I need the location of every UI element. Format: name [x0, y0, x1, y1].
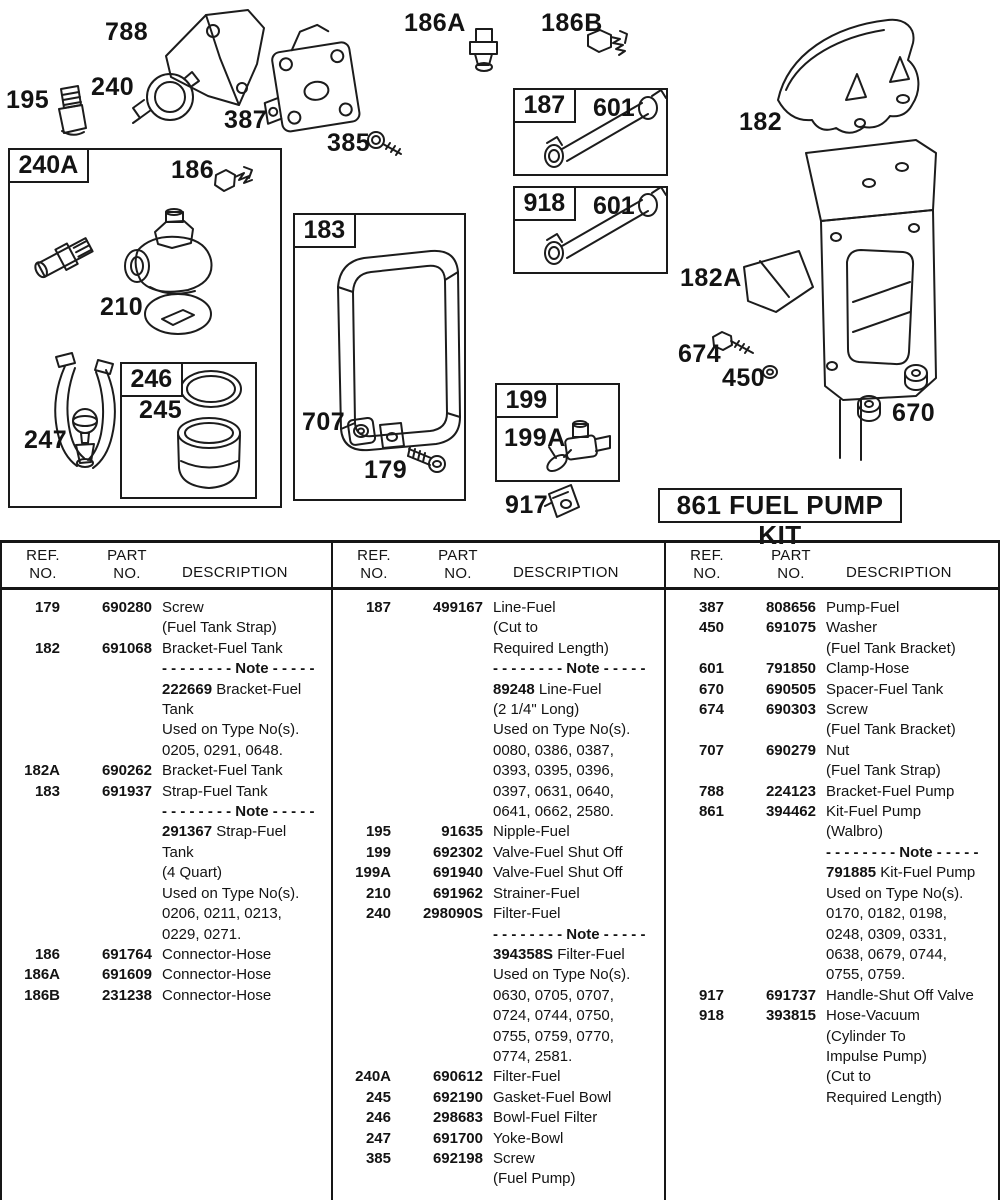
fuel-pump-kit-title: 861 FUEL PUMP KIT — [676, 490, 884, 550]
description — [483, 822, 664, 842]
callout-788: 788 — [105, 18, 149, 46]
ref-no: 199A — [355, 864, 391, 882]
parts-rows-3 — [666, 590, 998, 1108]
part-row-247 — [333, 1129, 664, 1149]
ref-no: 187 — [365, 599, 391, 616]
desc-line: 0229, 0271. — [162, 925, 242, 943]
parts-column-3 — [666, 543, 1000, 1200]
part-row-918 — [666, 1006, 998, 1108]
part-no-header: PART NO. — [107, 547, 147, 582]
part-no: 691737 — [765, 986, 816, 1004]
desc-line: Connector-Hose — [162, 945, 272, 963]
box-label-183: 183 — [293, 213, 357, 248]
part-row-187 — [333, 598, 664, 822]
desc-line: 0641, 0662, 2580. — [493, 803, 614, 821]
part-no: 691764 — [101, 945, 152, 963]
part-no: 690279 — [765, 741, 816, 759]
ref-no-header: REF. NO. — [357, 547, 391, 582]
part-no: 692190 — [432, 1088, 483, 1106]
desc-line: (4 Quart) — [162, 864, 223, 882]
desc-line: (Fuel Tank Strap) — [162, 619, 277, 637]
part-row-179 — [2, 598, 331, 639]
description — [152, 782, 331, 945]
desc-line: Clamp-Hose — [826, 660, 910, 678]
desc-line: Nipple-Fuel — [493, 823, 570, 841]
callout-917: 917 — [505, 491, 549, 519]
desc-line: 0205, 0291, 0648. — [162, 741, 283, 759]
callout-182: 182 — [739, 108, 783, 136]
part-no: 692302 — [432, 843, 483, 861]
desc-line: (Fuel Tank Strap) — [826, 762, 941, 780]
desc-line: 291367 Strap-Fuel — [162, 823, 287, 841]
callout-186A: 186A — [404, 9, 466, 37]
desc-line: 0755, 0759. — [826, 966, 906, 984]
ref-no: 199 — [365, 843, 391, 861]
desc-line: Pump-Fuel — [826, 599, 900, 616]
part-no: 690262 — [101, 762, 152, 780]
parts-rows-1 — [2, 590, 331, 1006]
bracket-fuel-tank-182-drawing — [778, 20, 918, 133]
box-label-240A: 240A — [8, 148, 90, 183]
callout-182A: 182A — [680, 264, 742, 292]
part-row-450 — [666, 618, 998, 659]
column-1-header — [2, 543, 331, 590]
description — [152, 639, 331, 761]
part-row-240A — [333, 1067, 664, 1087]
parts-rows-2 — [333, 590, 664, 1190]
ref-no: 788 — [698, 782, 724, 800]
desc-line: 0774, 2581. — [493, 1047, 573, 1065]
desc-line: 0206, 0211, 0213, — [162, 905, 282, 923]
desc-line: Handle-Shut Off Valve — [826, 986, 974, 1004]
ref-no-header: REF. NO. — [690, 547, 724, 582]
part-no: 499167 — [432, 599, 483, 616]
part-no: 91635 — [441, 823, 483, 841]
part-no: 690280 — [101, 599, 152, 616]
ref-no: 707 — [698, 741, 724, 759]
description — [483, 598, 664, 822]
desc-line: Strainer-Fuel — [493, 884, 580, 902]
ref-no: 182A — [24, 762, 60, 780]
desc-line: Valve-Fuel Shut Off — [493, 864, 623, 882]
part-no: 298090S — [422, 905, 483, 923]
ref-no: 601 — [698, 660, 724, 678]
desc-line: 89248 Line-Fuel — [493, 680, 602, 698]
diagram — [0, 0, 1000, 550]
desc-line: 0638, 0679, 0744, — [826, 945, 947, 963]
desc-line: Screw — [493, 1149, 535, 1167]
part-row-183 — [2, 782, 331, 945]
desc-line: Spacer-Fuel Tank — [826, 680, 944, 698]
desc-line: Yoke-Bowl — [493, 1129, 564, 1147]
box-label-601: 601 — [593, 192, 635, 220]
description — [816, 618, 998, 659]
part-no: 690303 — [765, 701, 816, 719]
part-row-240 — [333, 904, 664, 1067]
part-no: 791850 — [765, 660, 816, 678]
desc-line: Connector-Hose — [162, 966, 272, 984]
ref-no: 179 — [34, 599, 60, 616]
column-3-header — [666, 543, 998, 590]
desc-line: Bracket-Fuel Tank — [162, 762, 283, 780]
part-no: 298683 — [432, 1109, 483, 1127]
desc-line: 0755, 0759, 0770, — [493, 1027, 614, 1045]
description — [483, 1129, 664, 1149]
ref-no: 186A — [24, 966, 60, 984]
connector-hose-186A-drawing — [470, 29, 497, 71]
callout-179: 179 — [364, 456, 408, 484]
description — [483, 843, 664, 863]
ref-no: 246 — [365, 1109, 391, 1127]
part-row-788 — [666, 782, 998, 802]
part-no: 691940 — [432, 864, 483, 882]
description — [816, 700, 998, 741]
desc-line: Used on Type No(s). — [493, 721, 631, 739]
desc-line: Filter-Fuel — [493, 1068, 561, 1086]
description-header: DESCRIPTION — [846, 564, 952, 581]
part-row-186 — [2, 945, 331, 965]
desc-line: Nut — [826, 741, 850, 759]
parts-table — [0, 540, 1000, 1200]
desc-line: Screw — [162, 599, 204, 616]
description — [483, 1149, 664, 1190]
callout-670: 670 — [892, 399, 936, 427]
description — [816, 986, 998, 1006]
part-row-245 — [333, 1088, 664, 1108]
box-187 — [513, 88, 668, 176]
description — [152, 598, 331, 639]
description — [152, 986, 331, 1006]
desc-line: Hose-Vacuum — [826, 1007, 920, 1025]
handle-shut-off-valve-917-drawing — [545, 485, 579, 517]
part-no: 691075 — [765, 619, 816, 637]
desc-line: 222669 Bracket-Fuel — [162, 680, 302, 698]
ref-no: 450 — [698, 619, 724, 637]
callout-245: 245 — [139, 396, 183, 424]
callout-385: 385 — [327, 129, 371, 157]
part-no-header: PART NO. — [438, 547, 478, 582]
desc-line: - - - - - - - - Note - - - - - — [162, 803, 315, 821]
desc-line: Impulse Pump) — [826, 1047, 927, 1065]
box-label-246: 246 — [120, 362, 184, 397]
desc-line: Used on Type No(s). — [493, 966, 631, 984]
box-label-187: 187 — [513, 88, 577, 123]
part-row-199 — [333, 843, 664, 863]
ref-no: 183 — [34, 782, 60, 800]
callout-707: 707 — [302, 408, 346, 436]
callout-387: 387 — [224, 106, 268, 134]
desc-line: 0248, 0309, 0331, — [826, 925, 947, 943]
box-label-601: 601 — [593, 94, 635, 122]
part-row-182A — [2, 761, 331, 781]
column-2-header — [333, 543, 664, 590]
description — [483, 1067, 664, 1087]
desc-line: Used on Type No(s). — [162, 884, 300, 902]
desc-line: Connector-Hose — [162, 986, 272, 1004]
desc-line: Bowl-Fuel Filter — [493, 1109, 598, 1127]
description-header: DESCRIPTION — [513, 564, 619, 581]
part-row-670 — [666, 680, 998, 700]
callout-195: 195 — [6, 86, 50, 114]
desc-line: 0080, 0386, 0387, — [493, 741, 614, 759]
ref-no: 674 — [698, 701, 724, 719]
desc-line: Kit-Fuel Pump — [826, 803, 922, 821]
desc-line: 0393, 0395, 0396, — [493, 762, 614, 780]
desc-line: 394358S Filter-Fuel — [493, 945, 625, 963]
description — [816, 659, 998, 679]
part-no: 690612 — [432, 1068, 483, 1086]
part-row-674 — [666, 700, 998, 741]
ref-no: 918 — [698, 1007, 724, 1025]
part-row-385 — [333, 1149, 664, 1190]
box-label-199: 199 — [495, 383, 559, 418]
desc-line: 791885 Kit-Fuel Pump — [826, 864, 976, 882]
callout-247: 247 — [24, 426, 68, 454]
ref-no: 195 — [365, 823, 391, 841]
part-no: 690505 — [765, 680, 816, 698]
desc-line: - - - - - - - - Note - - - - - — [162, 660, 315, 678]
box-label-918: 918 — [513, 186, 577, 221]
desc-line: Line-Fuel — [493, 599, 556, 616]
ref-no-header: REF. NO. — [26, 547, 60, 582]
part-no: 691609 — [101, 966, 152, 984]
part-row-182 — [2, 639, 331, 761]
desc-line: Valve-Fuel Shut Off — [493, 843, 623, 861]
part-row-210 — [333, 884, 664, 904]
ref-no: 240A — [355, 1068, 391, 1086]
ref-no: 186B — [24, 986, 60, 1004]
desc-line: (2 1/4" Long) — [493, 701, 580, 719]
box-918 — [513, 186, 668, 274]
description — [816, 1006, 998, 1108]
nipple-fuel-195-drawing — [59, 86, 86, 135]
desc-line: Required Length) — [493, 639, 609, 657]
part-row-195 — [333, 822, 664, 842]
callout-186B: 186B — [541, 9, 603, 37]
desc-line: (Fuel Tank Bracket) — [826, 639, 956, 657]
callout-240: 240 — [91, 73, 135, 101]
parts-column-1 — [0, 543, 333, 1200]
ref-no: 182 — [34, 639, 60, 657]
part-row-707 — [666, 741, 998, 782]
part-no: 394462 — [765, 803, 816, 821]
desc-line: Filter-Fuel — [493, 905, 561, 923]
description — [816, 598, 998, 618]
desc-line: - - - - - - - - Note - - - - - — [493, 925, 646, 943]
part-no: 393815 — [765, 1007, 816, 1025]
desc-line: (Fuel Pump) — [493, 1170, 576, 1188]
desc-line: - - - - - - - - Note - - - - - — [826, 843, 979, 861]
part-row-186A — [2, 965, 331, 985]
pump-fuel-387-drawing — [254, 21, 361, 135]
callout-199A: 199A — [504, 424, 566, 452]
screw-385-drawing — [368, 132, 401, 155]
desc-line: Tank — [162, 843, 194, 861]
callout-450: 450 — [722, 364, 766, 392]
callout-674: 674 — [678, 340, 722, 368]
desc-line: Used on Type No(s). — [826, 884, 964, 902]
callout-210: 210 — [100, 293, 144, 321]
part-row-186B — [2, 986, 331, 1006]
desc-line: 0170, 0182, 0198, — [826, 905, 947, 923]
part-no: 691068 — [101, 639, 152, 657]
ref-no: 245 — [365, 1088, 391, 1106]
callout-186: 186 — [171, 156, 215, 184]
desc-line: Screw — [826, 701, 868, 719]
description — [816, 680, 998, 700]
desc-line: Required Length) — [826, 1088, 942, 1106]
part-no: 692198 — [432, 1149, 483, 1167]
description — [816, 741, 998, 782]
ref-no: 917 — [698, 986, 724, 1004]
ref-no: 387 — [698, 599, 724, 616]
desc-line: (Cut to — [826, 1068, 872, 1086]
desc-line: (Cut to — [493, 619, 539, 637]
desc-line: (Cylinder To — [826, 1027, 906, 1045]
description — [816, 782, 998, 802]
description — [483, 1088, 664, 1108]
description — [483, 1108, 664, 1128]
desc-line: (Fuel Tank Bracket) — [826, 721, 956, 739]
part-row-601 — [666, 659, 998, 679]
part-no: 691962 — [432, 884, 483, 902]
parts-column-2 — [333, 543, 666, 1200]
ref-no: 240 — [365, 905, 391, 923]
description-header: DESCRIPTION — [182, 564, 288, 581]
bracket-fuel-pump-788-drawing — [166, 10, 264, 105]
desc-line: 0724, 0744, 0750, — [493, 1007, 614, 1025]
part-no: 808656 — [765, 599, 816, 616]
ref-no: 385 — [365, 1149, 391, 1167]
part-row-199A — [333, 863, 664, 883]
part-row-917 — [666, 986, 998, 1006]
part-no: 224123 — [765, 782, 816, 800]
description — [816, 802, 998, 986]
desc-line: Used on Type No(s). — [162, 721, 300, 739]
ref-no: 210 — [365, 884, 391, 902]
description — [483, 904, 664, 1067]
ref-no: 861 — [698, 803, 724, 821]
desc-line: - - - - - - - - Note - - - - - — [493, 660, 646, 678]
description — [152, 761, 331, 781]
ref-no: 247 — [365, 1129, 391, 1147]
desc-line: Washer — [826, 619, 878, 637]
desc-line: 0630, 0705, 0707, — [493, 986, 614, 1004]
desc-line: 0397, 0631, 0640, — [493, 782, 614, 800]
filter-fuel-240-drawing — [133, 72, 199, 123]
part-no: 691700 — [432, 1129, 483, 1147]
box-246 — [120, 362, 257, 499]
fuel-pump-kit-title-box — [658, 488, 902, 550]
ref-no: 186 — [34, 945, 60, 963]
desc-line: (Walbro) — [826, 823, 883, 841]
description — [152, 945, 331, 965]
description — [152, 965, 331, 985]
desc-line: Tank — [162, 701, 194, 719]
description — [483, 884, 664, 904]
ref-no: 670 — [698, 680, 724, 698]
part-row-387 — [666, 598, 998, 618]
desc-line: Strap-Fuel Tank — [162, 782, 268, 800]
part-row-861 — [666, 802, 998, 986]
desc-line: Gasket-Fuel Bowl — [493, 1088, 612, 1106]
desc-line: Bracket-Fuel Pump — [826, 782, 955, 800]
part-row-246 — [333, 1108, 664, 1128]
desc-line: Bracket-Fuel Tank — [162, 639, 283, 657]
description — [483, 863, 664, 883]
part-no: 691937 — [101, 782, 152, 800]
part-no-header: PART NO. — [771, 547, 811, 582]
part-no: 231238 — [101, 986, 152, 1004]
